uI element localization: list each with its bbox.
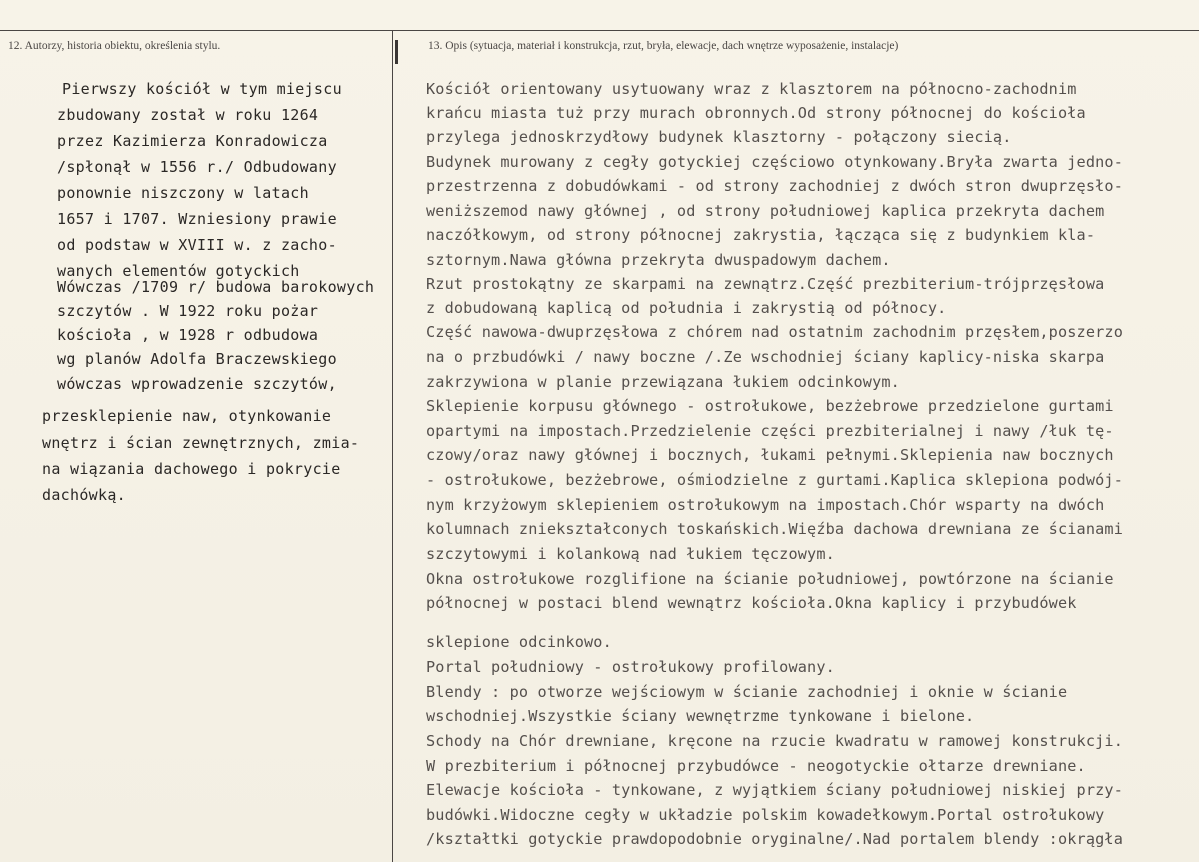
- description-line: północnej w postaci blend wewnątrz kościoła.Okna kaplicy i przybudówek: [426, 594, 1077, 612]
- description-line: W prezbiterium i północnej przybudówce - neogotyckie ołtarze drewniane.: [426, 757, 1086, 775]
- description-line: z dobudowaną kaplicą od południa i zakrystią od północy.: [426, 299, 947, 317]
- description-line: nym krzyżowym sklepieniem ostrołukowym na impostach.Chór wsparty na dwóch: [426, 496, 1105, 514]
- history-line: wg planów Adolfa Braczewskiego: [57, 350, 337, 368]
- history-line: przesklepienie naw, otynkowanie: [42, 407, 332, 425]
- description-line: przylega jednoskrzydłowy budynek klasztorny - połączony siecią.: [426, 128, 1012, 146]
- history-line: 1657 i 1707. Wzniesiony prawie: [57, 210, 337, 228]
- description-line: Część nawowa-dwuprzęsłowa z chórem nad ostatnim zachodnim przęsłem,poszerzo: [426, 323, 1124, 341]
- section-12-caption: 12. Autorzy, historia obiektu, określenia stylu.: [8, 40, 221, 52]
- description-line: wschodniej.Wszystkie ściany wewnętrzme tynkowane i bielone.: [426, 707, 975, 725]
- description-line: Okna ostrołukowe rozglifione na ścianie południowej, powtórzone na ścianie: [426, 570, 1114, 588]
- history-line: na wiązania dachowego i pokrycie: [42, 460, 341, 478]
- history-line: szczytów . W 1922 roku pożar: [57, 302, 319, 320]
- history-line: ponownie niszczony w latach: [57, 184, 309, 202]
- history-line: dachówką.: [42, 486, 126, 504]
- history-line: kościoła , w 1928 r odbudowa: [57, 326, 319, 344]
- history-line: wówczas wprowadzenie szczytów,: [57, 375, 337, 393]
- history-line: wnętrz i ścian zewnętrznych, zmia-: [42, 434, 360, 452]
- description-line: Kościół orientowany usytuowany wraz z klasztorem na północno-zachodnim: [426, 80, 1077, 98]
- column-divider: [392, 30, 393, 862]
- history-line: zbudowany został w roku 1264: [57, 106, 319, 124]
- description-line: /kształtki gotyckie prawdopodobnie oryginalne/.Nad portalem blendy :okrągła: [426, 830, 1124, 848]
- description-line: Rzut prostokątny ze skarpami na zewnątrz.Część prezbiterium-trójprzęsłowa: [426, 275, 1105, 293]
- description-line: sztornym.Nawa główna przekryta dwuspadowym dachem.: [426, 251, 891, 269]
- description-line: Portal południowy - ostrołukowy profilowany.: [426, 658, 835, 676]
- description-line: Elewacje kościoła - tynkowane, z wyjątkiem ściany południowej niskiej przy-: [426, 781, 1124, 799]
- description-line: Blendy : po otworze wejściowym w ścianie zachodniej i oknie w ścianie: [426, 683, 1068, 701]
- description-line: Schody na Chór drewniane, kręcone na rzucie kwadratu w ramowej konstrukcji.: [426, 732, 1124, 750]
- description-line: Budynek murowany z cegły gotyckiej częściowo otynkowany.Bryła zwarta jedno-: [426, 153, 1124, 171]
- description-line: zakrzywiona w planie przewiązana łukiem odcinkowym.: [426, 373, 900, 391]
- top-rule: [0, 30, 1199, 31]
- history-line: przez Kazimierza Konradowicza: [57, 132, 328, 150]
- description-line: krańcu miasta tuż przy murach obronnych.Od strony północnej do kościoła: [426, 104, 1086, 122]
- section-13-caption: 13. Opis (sytuacja, materiał i konstrukcja, rzut, bryła, elewacje, dach wnętrze wyposażenie, instalacje): [428, 40, 899, 52]
- description-line: na o przbudówki / nawy boczne /.Ze wschodniej ściany kaplicy-niska skarpa: [426, 348, 1105, 366]
- description-line: naczółkowym, od strony północnej zakrystia, łącząca się z budynkiem kla-: [426, 226, 1096, 244]
- description-line: opartymi na impostach.Przedzielenie części prezbiterialnej i nawy /łuk tę-: [426, 422, 1114, 440]
- description-line: sklepione odcinkowo.: [426, 633, 612, 651]
- description-line: przestrzenna z dobudówkami - od strony zachodniej z dwóch stron dwuprzęsło-: [426, 177, 1124, 195]
- history-line: /spłonął w 1556 r./ Odbudowany: [57, 158, 337, 176]
- description-line: Sklepienie korpusu głównego - ostrołukowe, bezżebrowe przedzielone gurtami: [426, 397, 1114, 415]
- description-line: - ostrołukowe, bezżebrowe, ośmiodzielne z gurtami.Kaplica sklepiona podwój-: [426, 471, 1124, 489]
- history-line: wanych elementów gotyckich: [57, 262, 300, 280]
- description-line: weniższemod nawy głównej , od strony południowej kaplica przekryta dachem: [426, 202, 1105, 220]
- divider-tick-mark: [395, 40, 398, 64]
- description-line: czowy/oraz nawy głównej i bocznych, łukami pełnymi.Sklepienia naw bocznych: [426, 446, 1114, 464]
- description-line: kolumnach zniekształconych toskańskich.Więźba dachowa drewniana ze ścianami: [426, 520, 1124, 538]
- description-line: szczytowymi i kolankową nad łukiem tęczowym.: [426, 545, 835, 563]
- history-line: od podstaw w XVIII w. z zacho-: [57, 236, 337, 254]
- history-line: Pierwszy kościół w tym miejscu: [62, 80, 342, 98]
- description-line: budówki.Widoczne cegły w układzie polskim kowadełkowym.Portal ostrołukowy: [426, 806, 1105, 824]
- history-line: Wówczas /1709 r/ budowa barokowych: [57, 278, 375, 296]
